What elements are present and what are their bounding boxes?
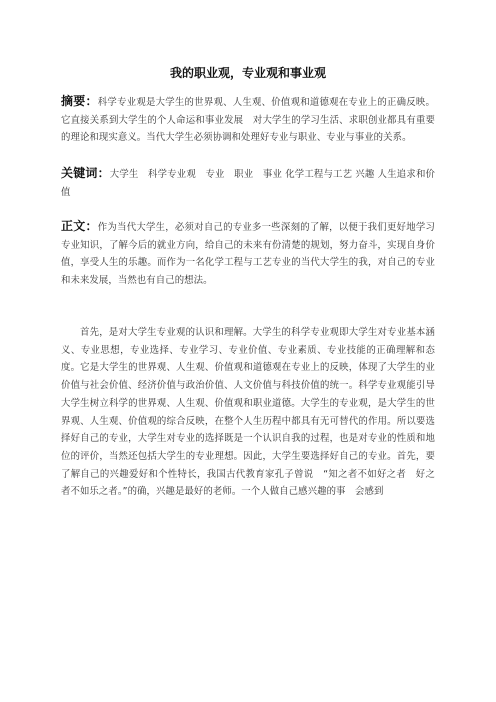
body-intro-text: 作为当代大学生，必须对自己的专业多一些深刻的了解，以便于我们更好地学习专业知识，了解今后的就业方向，给自己的未来有份清楚的规划，努力奋斗，实现自身价值，享受人生的乐趣。而作为一名化学工程与工艺专业的当代大学生的我，对自己的专业和未来发展，当然也有自己的想法。 [61, 222, 435, 287]
keywords-text: 大学生 科学专业观 专业 职业 事业 化学工程与工艺 兴趣 人生追求和价值 [61, 169, 435, 198]
keywords-section [61, 165, 435, 201]
abstract-text: 科学专业观是大学生的世界观、人生观、价值观和道德观在专业上的正确反映。它直接关系到大学生的个人命运和事业发展 对大学生的学习生活、求职创业都具有重要的理论和现实意义。当代大学生必须协调和处理好专业与职业、专业与事业的关系。 [61, 97, 435, 144]
abstract-label: 摘要： [61, 94, 98, 108]
abstract-section [61, 93, 435, 147]
body-paragraph: 首先，是对大学生专业观的认识和理解。大学生的科学专业观即大学生对专业基本涵义、专业思想，专业选择、专业学习、专业价值、专业素质、专业技能的正确理解和态度。它是大学生的世界观、人生观、价值观和道德观在专业上的反映，体现了大学生的业价值与社会价值、经济价值与政治价值、人文价值与科技价值的统一。科学专业观能引导大学生树立科学的世界观、人生观、价值观和职业道德。大学生的专业观，是大学生的世界观、人生观、价值观的综合反映，在整个人生历程中都具有无可替代的作用。所以要选择好自己的专业，大学生对专业的选择既是一个认识自我的过程，也是对专业的性质和地位的评价，当然还包括大学生的专业理想。因此，大学生要选择好自己的专业。首先，要了解自己的兴趣爱好和个性特长，我国古代教育家孔子曾说 “知之者不如好之者 好之者不如乐之者。”的确，兴趣是最好的老师。一个人做自己感兴趣的事 会感到 [61, 327, 435, 498]
body-intro-section [61, 218, 435, 290]
keywords-label: 关键词： [61, 166, 110, 180]
document-title: 我的职业观，专业观和事业观 [169, 66, 326, 80]
body-label: 正文： [61, 219, 98, 233]
